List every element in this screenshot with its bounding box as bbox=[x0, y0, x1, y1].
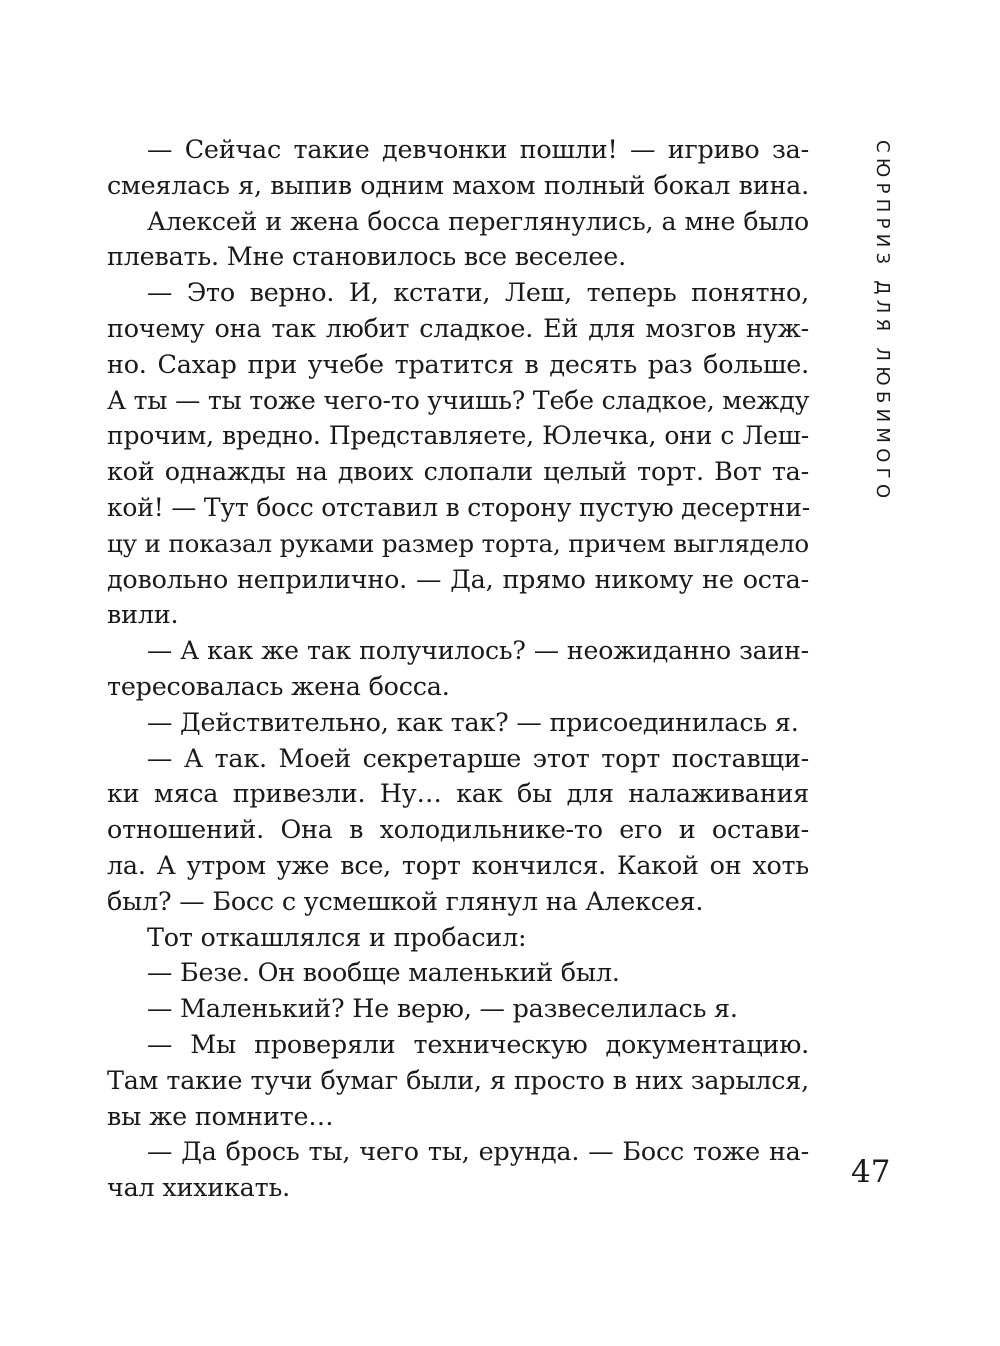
text-line: тересовалась жена босса. bbox=[107, 670, 450, 701]
text-line: кой однажды на двоих слопали целый торт. Вот та- bbox=[107, 456, 809, 487]
text-line: был? — Босс с усмешкой глянул на Алексея. bbox=[107, 885, 704, 916]
text-line: Там такие тучи бумаг были, я просто в них зарылся, bbox=[107, 1064, 809, 1095]
text-line: вы же помните… bbox=[107, 1100, 334, 1131]
text-line: чал хихикать. bbox=[107, 1172, 290, 1203]
text-line: ла. А утром уже все, торт кончился. Какой он хоть bbox=[107, 849, 809, 880]
text-line: ки мяса привезли. Ну… как бы для налаживания bbox=[107, 778, 809, 809]
text-line: — Да брось ты, чего ты, ерунда. — Босс тоже на- bbox=[147, 1136, 809, 1167]
text-line: кой! — Тут босс отставил в сторону пустую десертни- bbox=[107, 492, 810, 522]
text-line: — А так. Моей секретарше этот торт поставщи- bbox=[147, 742, 809, 773]
text-line: плевать. Мне становилось все веселее. bbox=[107, 241, 626, 272]
text-line: цу и показал руками размер торта, причем выглядело bbox=[107, 528, 809, 558]
running-title-text: СЮРПРИЗ ДЛЯ ЛЮБИМОГО bbox=[872, 140, 893, 504]
text-line: — Безе. Он вообще маленький был. bbox=[147, 957, 620, 988]
text-line: — Действительно, как так? — присоединилась я. bbox=[147, 706, 799, 737]
page-number: 47 bbox=[851, 1154, 891, 1190]
text-line: но. Сахар при учебе тратится в десять раз больше. bbox=[107, 348, 809, 379]
text-line: — Сейчас такие девчонки пошли! — игриво за- bbox=[147, 134, 809, 164]
text-line: — Это верно. И, кстати, Леш, теперь понятно, bbox=[147, 277, 809, 308]
text-line: отношений. Она в холодильнике-то его и остави- bbox=[107, 814, 809, 845]
body-text bbox=[107, 132, 809, 1206]
text-line: смеялась я, выпив одним махом полный бокал вина. bbox=[107, 169, 809, 200]
text-line: — Мы проверяли техническую документацию. bbox=[147, 1028, 809, 1059]
text-line: — А как же так получилось? — неожиданно заин- bbox=[147, 636, 809, 666]
text-line: почему она так любит сладкое. Ей для мозгов нуж- bbox=[107, 312, 809, 343]
text-line: довольно неприлично. — Да, прямо никому не оста- bbox=[107, 563, 809, 594]
text-line: Алексей и жена босса переглянулись, а мне было bbox=[147, 206, 809, 236]
text-line: А ты — ты тоже чего-то учишь? Тебе сладкое, между bbox=[107, 385, 810, 415]
text-line: — Маленький? Не верю, — развеселилась я. bbox=[147, 993, 738, 1024]
text-line: Тот откашлялся и пробасил: bbox=[147, 921, 527, 952]
text-line: прочим, вредно. Представляете, Юлечка, они с Леш- bbox=[107, 421, 809, 451]
text-line: вили. bbox=[107, 599, 179, 630]
